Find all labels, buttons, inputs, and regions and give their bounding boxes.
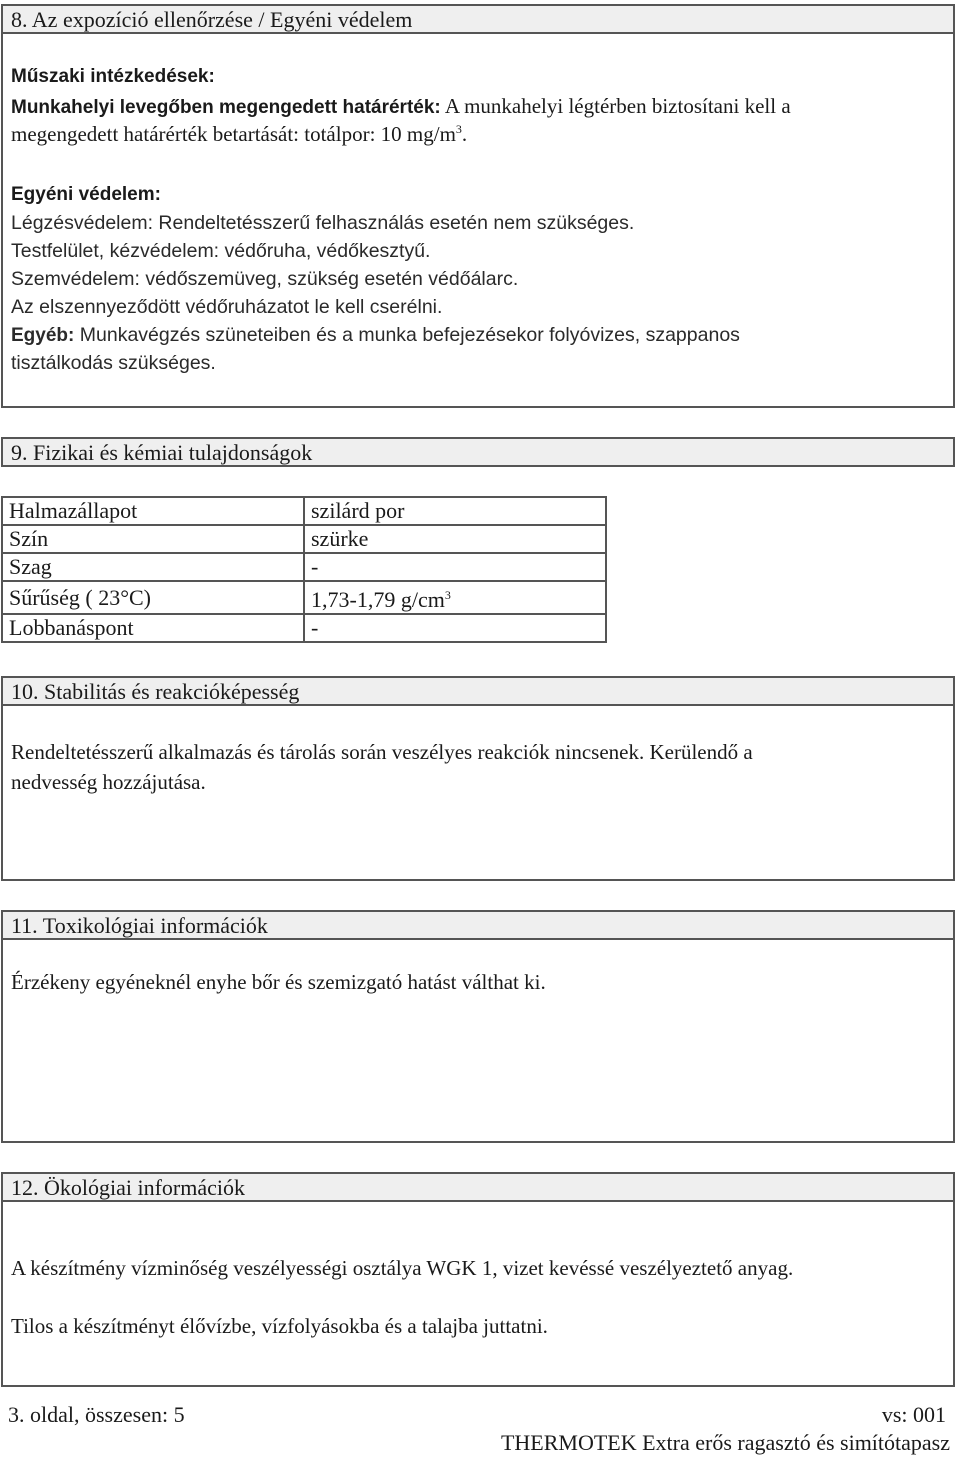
personal-protection-title: Egyéni védelem: xyxy=(11,184,161,205)
toxicology-line: Érzékeny egyéneknél enyhe bőr és szemizgató hatást válthat ki. xyxy=(11,970,546,994)
tech-measures-title: Műszaki intézkedések: xyxy=(11,66,215,87)
limit-label: Munkahelyi levegőben megengedett határérték: xyxy=(11,97,441,118)
contaminated-clothing-line: Az elszennyeződött védőruházatot le kell cserélni. xyxy=(11,296,443,318)
prop-value: szürke xyxy=(304,525,606,553)
density-value: 1,73-1,79 g/cm xyxy=(311,587,445,612)
stability-line-2: nedvesség hozzájutása. xyxy=(11,770,206,794)
page-number: 3. oldal, összesen: 5 xyxy=(8,1402,185,1427)
other-text: Munkavégzés szüneteiben és a munka befejezésekor folyóvizes, szappanos xyxy=(74,324,740,346)
respiratory-line: Légzésvédelem: Rendeltetésszerű felhasználás esetén nem szükséges. xyxy=(11,212,635,234)
product-name: THERMOTEK Extra erős ragasztó és simítótapasz xyxy=(500,1430,950,1455)
limit-unit-sup: 3 xyxy=(455,122,462,136)
prop-key: Szín xyxy=(2,525,304,553)
ecology-line-1: A készítmény vízminőség veszélyességi osztálya WGK 1, vizet kevéssé veszélyeztető anyag. xyxy=(11,1256,794,1280)
section-8-body xyxy=(1,32,955,408)
section-9-header: 9. Fizikai és kémiai tulajdonságok xyxy=(1,437,955,467)
table-row xyxy=(2,497,606,525)
other-label: Egyéb: xyxy=(11,325,75,346)
limit-text-2: megengedett határérték betartását: totálpor: 10 mg/m xyxy=(11,122,456,146)
properties-table xyxy=(1,496,607,643)
section-12-body xyxy=(1,1200,955,1387)
stability-line-1: Rendeltetésszerű alkalmazás és tárolás során veszélyes reakciók nincsenek. Kerülendő a xyxy=(11,740,753,764)
body-protection-line: Testfelület, kézvédelem: védőruha, védőkesztyű. xyxy=(11,240,431,262)
table-row xyxy=(2,614,606,642)
prop-value: - xyxy=(304,614,606,642)
ecology-line-2: Tilos a készítményt élővízbe, vízfolyásokba és a talajba juttatni. xyxy=(11,1314,548,1338)
section-12-header: 12. Ökológiai információk xyxy=(1,1172,955,1202)
table-row xyxy=(2,581,606,614)
section-10-body xyxy=(1,704,955,881)
prop-value xyxy=(304,581,606,614)
prop-key: Halmazállapot xyxy=(2,497,304,525)
prop-key: Szag xyxy=(2,553,304,581)
prop-value: szilárd por xyxy=(304,497,606,525)
density-sup: 3 xyxy=(444,588,451,602)
section-11-header: 11. Toxikológiai információk xyxy=(1,910,955,940)
eye-protection-line: Szemvédelem: védőszemüveg, szükség esetén védőálarc. xyxy=(11,268,519,290)
other-line-2: tisztálkodás szükséges. xyxy=(11,352,216,374)
table-row xyxy=(2,525,606,553)
limit-text: A munkahelyi légtérben biztosítani kell a xyxy=(440,94,791,118)
section-10-header: 10. Stabilitás és reakcióképesség xyxy=(1,676,955,706)
other-line-1 xyxy=(11,324,740,347)
section-11-body xyxy=(1,938,955,1143)
prop-key: Lobbanáspont xyxy=(2,614,304,642)
prop-key: Sűrűség ( 23°C) xyxy=(2,581,304,614)
version-number: vs: 001 xyxy=(881,1402,946,1427)
table-row xyxy=(2,553,606,581)
limit-line-1 xyxy=(11,94,791,119)
limit-line-2 xyxy=(11,122,467,147)
prop-value: - xyxy=(304,553,606,581)
limit-end: . xyxy=(461,122,468,146)
section-8-header: 8. Az expozíció ellenőrzése / Egyéni védelem xyxy=(1,4,955,34)
